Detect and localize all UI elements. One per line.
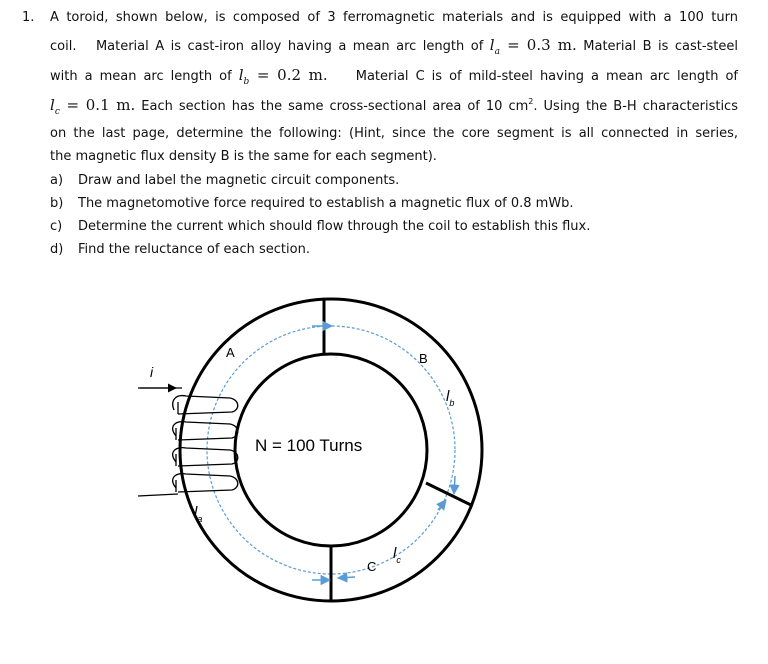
arc-length-b-label: $l_b$ [446, 388, 455, 408]
problem-line-6: the magnetic flux density B is the same for each segment). [50, 149, 437, 164]
problem-line-5: on the last page, determine the following: (Hint, since the core segment is all connected in series, [50, 126, 738, 141]
la-equation: $l_a = 0.3$ m. [489, 36, 577, 57]
flux-arrow-bottom-right [338, 577, 355, 578]
lb-equation: $l_b = 0.2$ m. [238, 66, 328, 87]
arc-length-c-label: $l_c$ [393, 545, 401, 565]
lc-equation: $l_c = 0.1$ m. [50, 96, 136, 117]
problem-line-3: with a mean arc length of $l_b = 0.2$ m. Material C is of mild-steel having a mean arc length of [50, 66, 739, 87]
flux-arrow-right [454, 476, 455, 494]
current-label: i [150, 364, 154, 380]
arc-length-a-label: $l_a$ [194, 504, 203, 524]
problem-number: 1. [22, 10, 35, 25]
problem-line-1: A toroid, shown below, is composed of 3 ferromagnetic materials and is equipped with a 100 turn [50, 10, 738, 25]
problem-line-4: $l_c = 0.1$ m. Each section has the same cross-sectional area of 10 $cm^2$. Using the B-H characteristics [50, 96, 738, 117]
section-label-b: B [419, 351, 428, 366]
problem-line-2: coil. Material A is cast-iron alloy having a mean arc length of $l_a = 0.3$ m. Material B is cast-steel [50, 36, 739, 57]
turns-label: N = 100 Turns [255, 436, 363, 455]
section-label-a: A [226, 345, 235, 360]
flux-arrow-lower-right [438, 500, 446, 510]
section-label-c: C [367, 559, 377, 574]
divider-bc [426, 483, 471, 505]
